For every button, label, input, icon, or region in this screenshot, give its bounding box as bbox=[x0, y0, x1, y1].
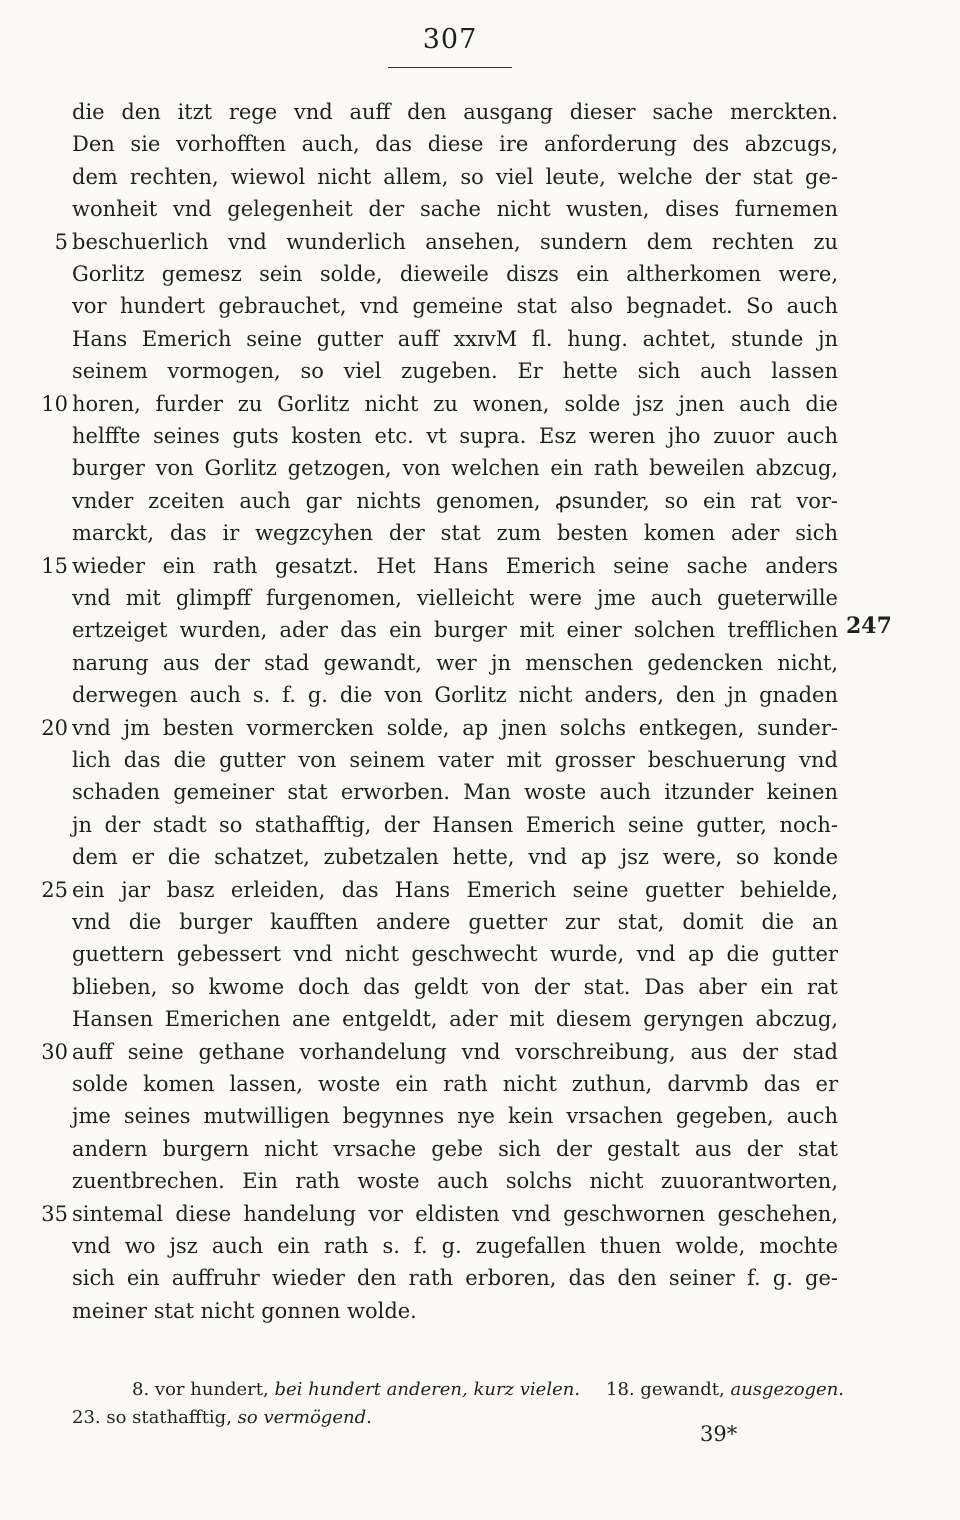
page-number-rule bbox=[388, 67, 512, 68]
line-number: 35 bbox=[41, 1201, 68, 1226]
text-line: andern burgern nicht vrsache gebe sich der gestalt aus der stat bbox=[72, 1136, 838, 1161]
text-line: ertzeiget wurden, ader das ein burger mit einer solchen trefflichen bbox=[72, 618, 838, 643]
text-line: blieben, so kwome doch das geldt von der stat. Das aber ein rat bbox=[72, 974, 838, 999]
text-line: solde komen lassen, woste ein rath nicht zuthun, darvmb das er bbox=[72, 1072, 838, 1096]
margin-page-reference: 247 bbox=[846, 613, 892, 640]
text-line: zuentbrechen. Ein rath woste auch solchs nicht zuuorantworten, bbox=[72, 1169, 838, 1194]
text-line: beschuerlich vnd wunderlich ansehen, sundern dem rechten zu bbox=[72, 229, 838, 254]
footnote-line-2 bbox=[72, 1404, 372, 1432]
text-line: marckt, das ir wegzcyhen der stat zum besten komen ader sich bbox=[72, 521, 838, 546]
page-number: 307 bbox=[422, 24, 478, 55]
footnote-23-gloss: so vermögend. bbox=[237, 1407, 372, 1428]
text-line: Hans Emerich seine gutter auff xxɪᴠM fl. hung. achtet, stunde jn bbox=[72, 326, 838, 351]
text-line: Den sie vorhofften auch, das diese ire anforderung des abzcugs, bbox=[72, 132, 838, 157]
text-line: sintemal diese handelung vor eldisten vnd geschwornen geschehen, bbox=[72, 1201, 838, 1226]
text-line: wieder ein rath gesatzt. Het Hans Emerich seine sache anders bbox=[72, 553, 838, 578]
text-line: schaden gemeiner stat erworben. Man woste auch itzunder keinen bbox=[72, 780, 838, 805]
text-line: narung aus der stad gewandt, wer jn menschen gedencken nicht, bbox=[72, 650, 838, 675]
text-line: dem rechten, wiewol nicht allem, so viel leute, welche der stat ge- bbox=[72, 164, 838, 189]
text-line: vor hundert gebrauchet, vnd gemeine stat also begnadet. So auch bbox=[72, 294, 838, 319]
footnote-18-gloss: ausgezogen. bbox=[730, 1379, 845, 1400]
text-line: Gorlitz gemesz sein solde, dieweile diszs ein altherkomen were, bbox=[72, 262, 838, 286]
text-line: helffte seines guts kosten etc. vt supra. Esz weren jho zuuor auch bbox=[72, 424, 838, 448]
text-line: guettern gebessert vnd nicht geschwecht wurde, vnd ap die gutter bbox=[72, 942, 838, 967]
text-line: derwegen auch s. f. g. die von Gorlitz nicht anders, den jn gnaden bbox=[72, 683, 838, 708]
line-number: 5 bbox=[54, 229, 68, 254]
text-line: ein jar basz erleiden, das Hans Emerich seine guetter behielde, bbox=[72, 877, 838, 902]
line-number: 20 bbox=[41, 715, 68, 740]
footnote-18-ref: 18. gewandt, bbox=[606, 1379, 725, 1400]
text-line: burger von Gorlitz getzogen, von welchen ein rath beweilen abzcug, bbox=[72, 456, 838, 481]
text-line: dem er die schatzet, zubetzalen hette, vnd ap jsz were, so konde bbox=[72, 845, 838, 870]
footnote-8-ref: 8. vor hundert, bbox=[132, 1379, 269, 1400]
text-line: die den itzt rege vnd auff den ausgang dieser sache merckten. bbox=[72, 100, 838, 124]
signature-mark: 39* bbox=[700, 1422, 738, 1446]
footnote-8-gloss: bei hundert anderen, kurz vielen. bbox=[274, 1379, 581, 1400]
text-line: vnd jm besten vormercken solde, ap jnen solchs entkegen, sunder- bbox=[72, 715, 838, 740]
text-line: horen, furder zu Gorlitz nicht zu wonen, solde jsz jnen auch die bbox=[72, 391, 838, 416]
line-number: 10 bbox=[41, 391, 68, 416]
text-line: lich das die gutter von seinem vater mit grosser beschuerung vnd bbox=[72, 748, 838, 772]
text-line: vnd die burger kaufften andere guetter zur stat, domit die an bbox=[72, 910, 838, 934]
text-line: auff seine gethane vorhandelung vnd vorschreibung, aus der stad bbox=[72, 1039, 838, 1064]
text-line: vnd wo jsz auch ein rath s. f. g. zugefallen thuen wolde, mochte bbox=[72, 1234, 838, 1258]
line-number: 30 bbox=[41, 1039, 68, 1064]
text-line: wonheit vnd gelegenheit der sache nicht wusten, dises furnemen bbox=[72, 197, 838, 222]
text-line: Hansen Emerichen ane entgeldt, ader mit diesem geryngen abczug, bbox=[72, 1007, 838, 1032]
text-line: jn der stadt so stathafftig, der Hansen Emerich seine gutter, noch- bbox=[72, 812, 838, 837]
text-line: meiner stat nicht gonnen wolde. bbox=[72, 1298, 417, 1323]
line-number: 25 bbox=[41, 877, 68, 902]
text-line: vnder zceiten auch gar nichts genomen, ꝓsunder, so ein rat vor- bbox=[72, 488, 838, 513]
line-number: 15 bbox=[41, 553, 68, 578]
text-line: sich ein auffruhr wieder den rath erboren, das den seiner f. g. ge- bbox=[72, 1266, 838, 1291]
text-line: vnd mit glimpff furgenomen, vielleicht were jme auch gueterwille bbox=[72, 586, 838, 610]
footnote-line-1b bbox=[606, 1376, 844, 1404]
footnote-23-ref: 23. so stathafftig, bbox=[72, 1407, 232, 1428]
text-line: jme seines mutwilligen begynnes nye kein vrsachen gegeben, auch bbox=[72, 1104, 838, 1129]
footnote-line-1 bbox=[132, 1376, 580, 1404]
text-line: seinem vormogen, so viel zugeben. Er hette sich auch lassen bbox=[72, 359, 838, 384]
